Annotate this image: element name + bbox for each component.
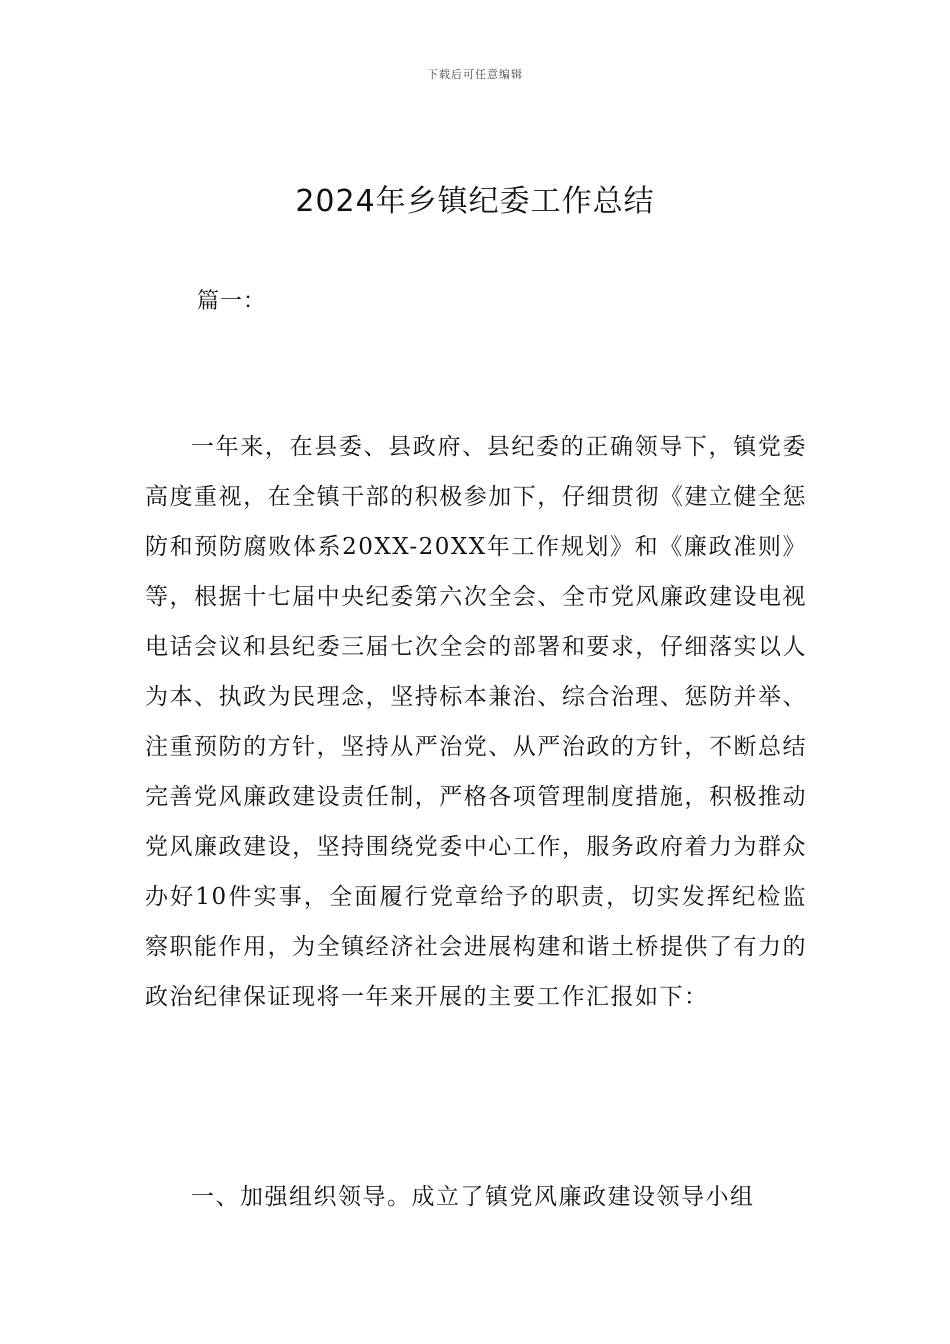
document-title: 2024年乡镇纪委工作总结 <box>295 184 655 219</box>
header-note: 下载后可任意编辑 <box>427 68 523 81</box>
body-paragraph: 一、加强组织领导。成立了镇党风廉政建设领导小组 <box>191 1184 755 1210</box>
body-paragraph: 一年来，在县委、县政府、县纪委的正确领导下，镇党委高度重视，在全镇干部的积极参加下，仔细贯彻《建立健全惩防和预防腐败体系20XX-20XX年工作规划》和《廉政准则》等，根据十七届中央纪委第六次全会、全市党风廉政建设电视电话会议和县纪委三届七次全会的部署和要求，仔细落实以人为本、执政为民理念，坚持标本兼治、综合治理、惩防并举、注重预防的方针，坚持从严治党、从严治政的方针，不断总结完善党风廉政建设责任制，严格各项管理制度措施，积极推动党风廉政建设，坚持围绕党委中心工作，服务政府着力为群众办好10件实事，全面履行党章给予的职责，切实发挥纪检监察职能作用，为全镇经济社会进展构建和谐土桥提供了有力的政治纪律保证现将一年来开展的主要工作汇报如下： <box>145 434 807 1010</box>
section-label: 篇一： <box>197 289 267 314</box>
